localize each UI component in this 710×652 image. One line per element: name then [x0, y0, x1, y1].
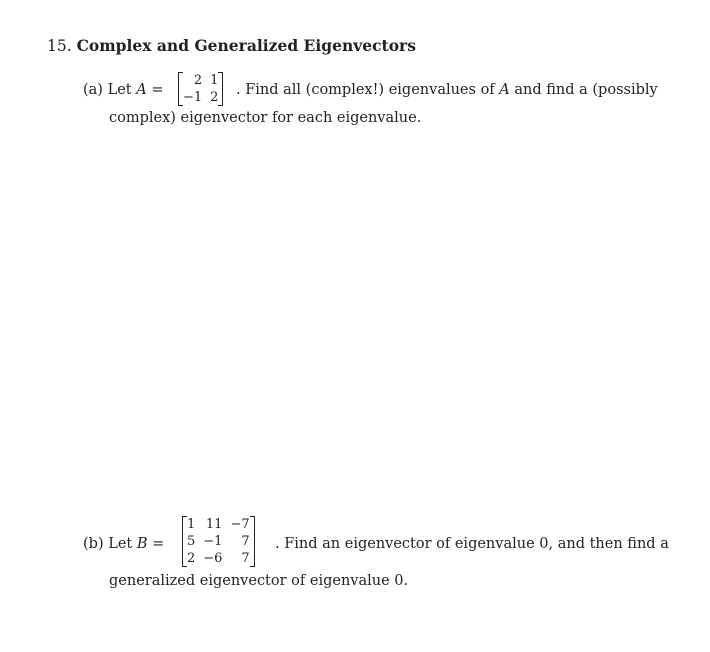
- problem-number: 15.: [47, 37, 72, 55]
- matrix-b-cell: 7: [241, 551, 250, 566]
- matrix-b-cell: −6: [203, 551, 223, 566]
- matrix-a-cell: −1: [183, 90, 203, 105]
- matrix-a-cell: 2: [193, 73, 203, 88]
- matrix-a-cell: 1: [210, 73, 219, 88]
- part-a-text-after2: and find a (possibly: [514, 82, 658, 98]
- matrix-a: [178, 72, 223, 106]
- part-b-label: (b) Let: [83, 536, 133, 552]
- part-b-equals: =: [152, 536, 165, 552]
- part-a-equals: =: [151, 82, 164, 98]
- part-a-label: (a) Let: [83, 82, 132, 98]
- matrix-b-cell: −7: [230, 517, 250, 532]
- part-b-line1: [83, 536, 164, 552]
- matrix-a-cell: 2: [210, 90, 219, 105]
- part-a-var2: A: [499, 82, 510, 98]
- matrix-b-cell: 1: [187, 517, 196, 532]
- part-b-var: B: [136, 536, 148, 552]
- matrix-b-cell: 7: [241, 534, 250, 549]
- problem-heading: Complex and Generalized Eigenvectors: [76, 36, 416, 55]
- part-a-text-after: . Find all (complex!) eigenvalues of: [236, 82, 495, 98]
- matrix-b-cell: −1: [203, 534, 223, 549]
- part-a-text: [236, 82, 658, 98]
- part-b-text: . Find an eigenvector of eigenvalue 0, and then find a: [275, 536, 669, 552]
- part-a-var: A: [136, 82, 147, 98]
- matrix-b-cell: 5: [187, 534, 196, 549]
- part-a-line2: complex) eigenvector for each eigenvalue.: [109, 110, 422, 126]
- matrix-b: [182, 516, 255, 567]
- part-b-line2: generalized eigenvector of eigenvalue 0.: [109, 573, 409, 589]
- matrix-b-cell: 2: [187, 551, 196, 566]
- problem-title: [47, 36, 416, 55]
- part-a-line1: [83, 82, 163, 98]
- matrix-b-cell: 11: [205, 517, 223, 532]
